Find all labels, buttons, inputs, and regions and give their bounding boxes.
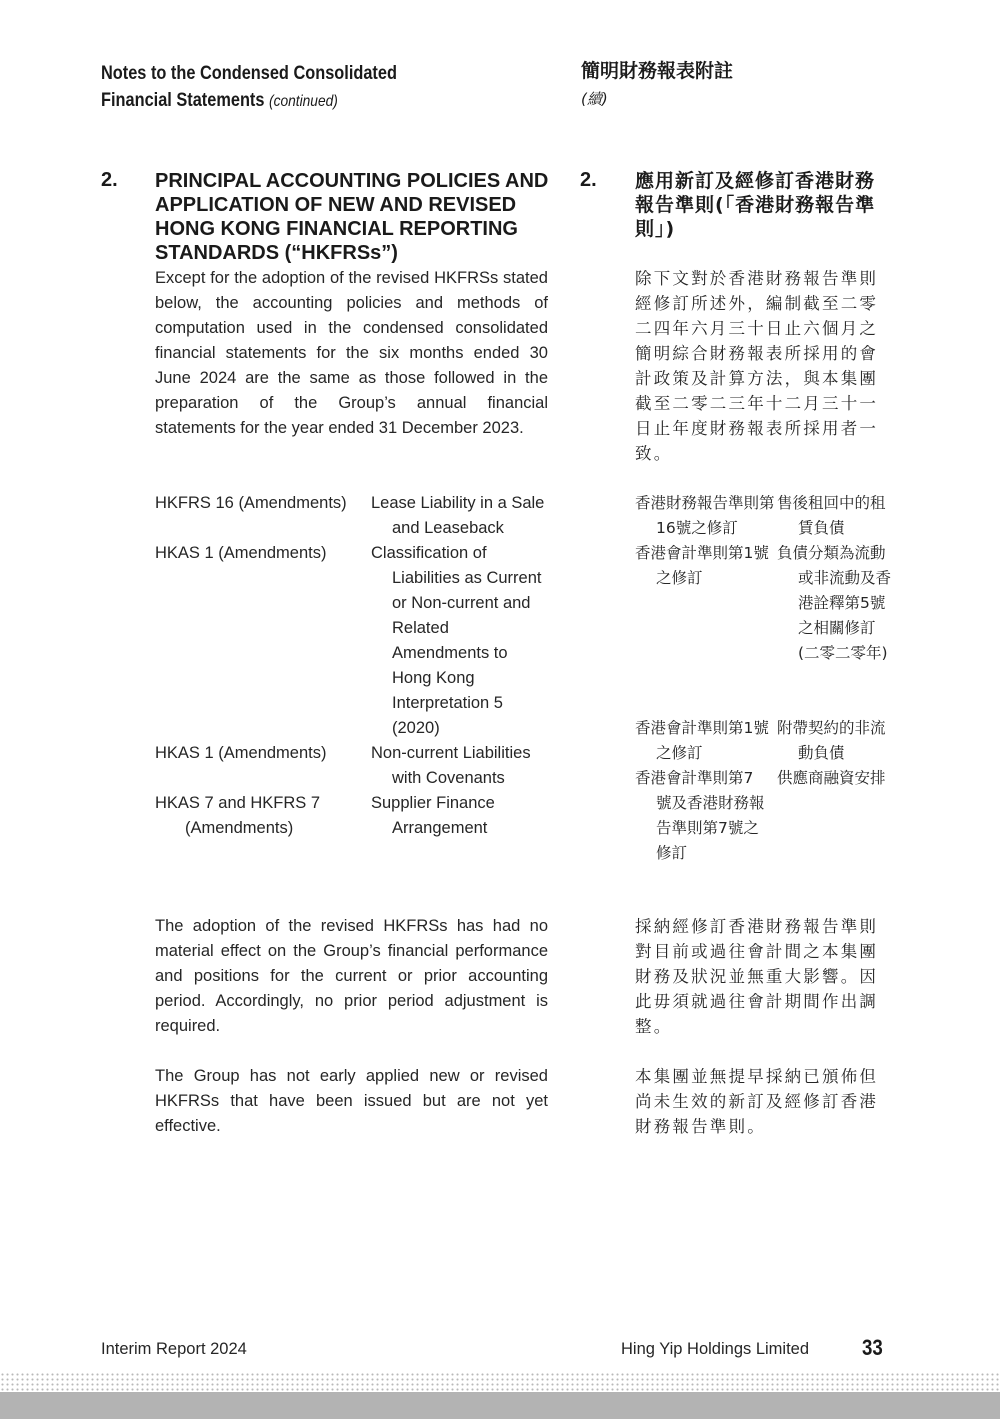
standard-name: HKAS 1 (Amendments) [155,544,327,562]
standards-row [635,766,895,866]
section-title-en: PRINCIPAL ACCOUNTING POLICIES AND APPLICATION OF NEW AND REVISED HONG KONG FINANCIAL REPORTING STANDARDS (“HKFRSs”) [155,170,549,264]
footer-report-name: Interim Report 2024 [101,1340,247,1358]
header-title-en-line1: Notes to the Condensed Consolidated [101,63,397,84]
standards-table-en [155,491,555,841]
standard-description: 附帶契約的非流動負債 [777,719,886,762]
standard-name: HKFRS 16 (Amendments) [155,494,347,512]
standard-description: 售後租回中的租賃負債 [777,494,886,537]
standard-description: 負債分類為流動或非流動及香港詮釋第5號之相關修訂(二零二零年) [777,544,892,662]
standards-row [155,741,555,791]
paragraph-effect-zh: 採納經修訂香港財務報告準則對目前或過往會計間之本集團財務及狀況並無重大影響。因此毋須就過往會計期間作出調整。 [635,917,879,1036]
standards-row [155,791,555,841]
standard-name: 香港會計準則第1號之修訂 [635,544,769,587]
standard-name: HKAS 7 and HKFRS 7 (Amendments) [155,794,321,837]
section-title-zh: 應用新訂及經修訂香港財務報告準則(「香港財務報告準則」) [635,170,876,240]
standard-description: Classification of Liabilities as Current or Non-current and Related Amendments to Hong Kong Interpretation 5 (2020) [371,544,542,737]
standard-name: 香港會計準則第7號及香港財務報告準則第7號之修訂 [635,769,765,862]
standard-description: Lease Liability in a Sale and Leaseback [371,494,545,537]
paragraph-not-applied-en: The Group has not early applied new or revised HKFRSs that have been issued but are not yet effective. [155,1067,548,1135]
standard-name: HKAS 1 (Amendments) [155,744,327,762]
header-title-en-line2: Financial Statements [101,90,265,111]
page-number: 33 [862,1335,883,1360]
standard-name: 香港財務報告準則第16號之修訂 [635,494,775,537]
footer-grey-bar [0,1392,1000,1419]
standards-row [635,541,895,666]
standards-row [155,541,555,741]
section-number-zh: 2. [580,169,597,191]
standard-description: Non-current Liabilities with Covenants [371,744,531,787]
header-title-zh: 簡明財務報表附註 [581,60,734,82]
standards-row [635,716,895,766]
paragraph-policies-zh: 除下文對於香港財務報告準則經修訂所述外，編制截至二零二四年六月三十日止六個月之簡明綜合財務報表所採用的會計政策及計算方法，與本集團截至二零二三年十二月三十一日止年度財務報表所採用者一致。 [635,269,879,463]
paragraph-not-applied-zh: 本集團並無提早採納已頒佈但尚未生效的新訂及經修訂香港財務報告準則。 [635,1067,879,1136]
paragraph-effect-en: The adoption of the revised HKFRSs has had no material effect on the Group’s financial performance and positions for the current or prior accounting period. Accordingly, no prior period adjustment is required. [155,917,548,1035]
header-continued-en: (continued) [268,93,338,110]
footer-dot-pattern [0,1372,1000,1392]
standards-row [635,491,895,541]
header-continued-zh: (續) [581,90,608,108]
standard-name: 香港會計準則第1號之修訂 [635,719,769,762]
standard-description: 供應商融資安排 [777,769,886,787]
footer-company-name: Hing Yip Holdings Limited [621,1340,810,1358]
paragraph-policies-en: Except for the adoption of the revised HKFRSs stated below, the accounting policies and methods of computation used in the condensed consolidated financial statements for the six months ended 30 June 2024 are the same as those followed in the preparation of the Group’s annual financial statements for the year ended 31 December 2023. [155,269,548,437]
standards-table-zh [635,491,895,866]
standards-row [155,491,555,541]
header-title-en [101,60,397,115]
section-number-en: 2. [101,169,118,191]
standard-description: Supplier Finance Arrangement [371,794,495,837]
